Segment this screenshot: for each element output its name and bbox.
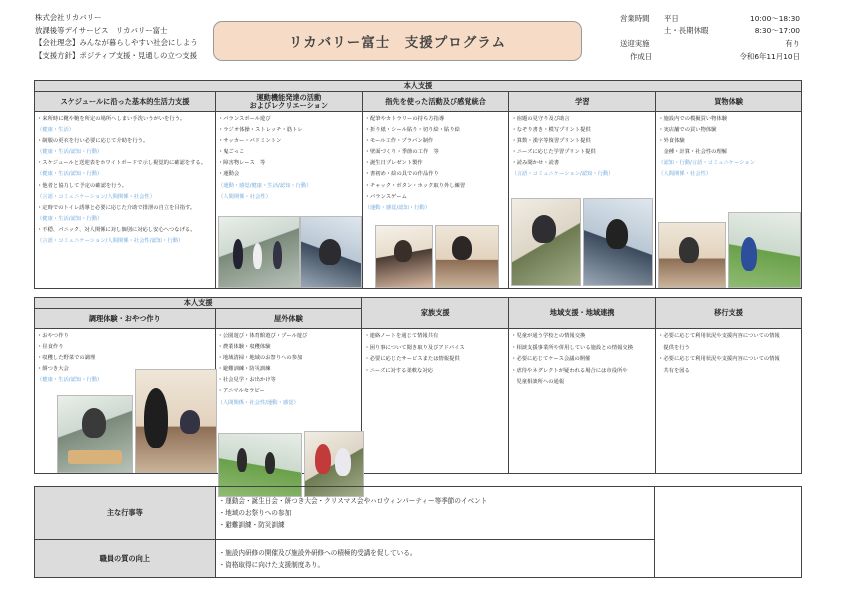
list-item: ・他者と協力して予定の確認を行う。	[37, 182, 128, 189]
list-item: 金種・計算・社会性の理解	[658, 149, 728, 156]
photo-craft-1	[375, 225, 433, 288]
section2-table	[34, 297, 802, 474]
photo-shopping-1	[658, 222, 726, 288]
events-item: ・避難訓練・防災訓練	[218, 521, 285, 529]
col-title-cooking: 調理体験・おやつ作り	[35, 309, 216, 329]
cell-motor	[215, 112, 362, 289]
list-item: ・相談支援事業所や併用している施設との情報交換	[511, 344, 633, 351]
events-label: 主な行事等	[35, 487, 216, 540]
list-item: ・避難訓練・防災訓練	[217, 366, 271, 373]
list-item: ・チャック・ボタン・ホック取り外し練習	[364, 182, 466, 189]
transport-label: 送迎実施	[620, 39, 650, 48]
list-item: ・折り紙・シール貼り・切り絵・貼り絵	[364, 127, 460, 134]
list-item: ・連絡ノートを通じて情報共有	[364, 333, 439, 339]
list-item-tag: （人間関係・社会性/運動・感覚）	[217, 399, 299, 406]
section1-table	[34, 80, 802, 289]
col-title-community: 地域支援・地域連携	[509, 298, 656, 329]
list-item: ・宿題の見守り及び助言	[511, 116, 570, 122]
staff-item: ・施設内研修の開催及び施設外研修への積極的受講を促している。	[218, 548, 417, 557]
holiday-label: 土・長期休暇	[664, 26, 709, 35]
cell-family	[362, 329, 509, 474]
list-item: ・ニーズに応じた学習プリント提供	[511, 149, 596, 156]
list-item: ・餅つき大会	[37, 366, 69, 373]
list-item: ・アニマルセラピー	[217, 388, 265, 395]
list-item: ・モール工作・プラバン制作	[364, 138, 434, 145]
list-item: ・ニーズに対する柔軟な対応	[364, 367, 433, 374]
list-item: ・スケジュールと送迎表をホワイトボードで示し視覚的に確認をする。	[37, 160, 207, 167]
staff-item: ・資格取得に向けた支援制度あり。	[218, 560, 325, 569]
photo-cooking-2	[135, 369, 217, 473]
list-item: ・施設内での模擬買い物体験	[658, 116, 728, 122]
col-title-fingertip: 指先を使った活動及び感覚統合	[362, 92, 509, 112]
col-title-transition: 移行支援	[656, 298, 802, 329]
photo-shopping-2	[728, 212, 801, 288]
list-transition	[656, 329, 801, 377]
title-box	[213, 21, 582, 61]
company-philosophy: 【会社理念】みんなが暮らしやすい社会にしよう	[35, 38, 198, 47]
list-item: ・壁面づくり・季節の工作 等	[364, 149, 439, 156]
photo-exercise-1	[218, 216, 300, 288]
header-right	[620, 13, 802, 67]
list-item: ・制服の更衣を行い必要に応じて介助を行う。	[37, 138, 149, 145]
list-item: ・鬼ごっこ	[217, 149, 245, 156]
list-item-tag: （健康・生活/認知・行動）	[37, 171, 103, 178]
col-title-basic-life: スケジュールに沿った基本的生活力支援	[35, 92, 216, 112]
photo-study-1	[511, 198, 581, 286]
list-item-tag: （運動・感覚/健康・生活/認知・行動）	[217, 182, 312, 189]
photo-craft-2	[435, 225, 499, 288]
list-item: ・収穫した野菜での調理	[37, 355, 96, 362]
list-item: ・定時でのトイレ誘導と必要に応じた介助で排泄の自立を目指す。	[37, 204, 196, 211]
list-item: ・昼食作り	[37, 344, 64, 351]
list-item-tag: （認知・行動/言語・コミュニケーション	[658, 160, 756, 167]
cell-community	[509, 329, 656, 474]
list-item-tag: （健康・生活）	[37, 127, 75, 134]
col-title-outdoor: 屋外体験	[215, 309, 362, 329]
bottom-right-blank	[655, 487, 802, 578]
header-left	[35, 12, 198, 62]
list-item: ・社会見学・お出かけ等	[217, 377, 276, 384]
list-item-tag: （健康・生活/認知・行動）	[37, 215, 103, 222]
created-date: 令和6年11月10日	[739, 52, 800, 61]
cell-transition	[656, 329, 802, 474]
list-item: ・外食体験	[658, 138, 685, 145]
list-item: ・必要に応じて利用状況や支援内容についての情報	[658, 333, 780, 339]
list-study	[509, 112, 655, 181]
company-name: 株式会社リカバリー	[35, 13, 102, 22]
list-item: ・農業体験・収穫体験	[217, 344, 271, 351]
list-item-tag: （健康・生活/認知・行動）	[37, 377, 103, 384]
list-item: 提供を行う	[658, 344, 690, 351]
list-item: ・必要に応じたサービスまたは情報提供	[364, 356, 460, 362]
events-cell	[215, 487, 655, 540]
photo-exercise-2	[300, 216, 362, 288]
list-item: ・地域清掃・地域のお祭りへの参加	[217, 355, 303, 362]
photo-study-2	[583, 198, 653, 286]
list-item: ・バランスゲーム	[364, 193, 407, 200]
list-item-tag: （言語・コミュニケーション/人間関係・社会性）	[37, 193, 155, 200]
list-motor	[216, 112, 362, 203]
list-family	[362, 329, 508, 377]
bottom-table	[34, 486, 802, 578]
weekday-time: 10:00～18:30	[750, 14, 800, 23]
list-item-tag: （言語・コミュニケーション/人間関係・社会性/認知・行動）	[37, 238, 184, 245]
list-item: 児童相談所への通報	[511, 379, 565, 385]
section1-group-title: 本人支援	[35, 81, 802, 92]
col-title-motor: 運動機能発達の活動 およびレクリエーション	[215, 92, 362, 112]
list-item: ・配筆やカトラリーの持ち方指導	[364, 116, 445, 122]
col-title-shopping: 買物体験	[656, 92, 802, 112]
list-item: ・読み聞かせ・読書	[511, 160, 560, 167]
support-policy: 【支援方針】ポジティブ支援・見通しの立つ支援	[35, 50, 198, 60]
photo-cooking-1	[57, 395, 133, 473]
list-item: ・運動会	[217, 171, 240, 178]
cell-basic-life	[35, 112, 216, 289]
cell-shopping	[656, 112, 802, 289]
hours-label: 営業時間	[620, 14, 650, 23]
list-item: ・障害物レース 等	[217, 160, 266, 167]
page-title: リカバリー富士 支援プログラム	[288, 35, 507, 51]
list-item: ・必要に応じてケース会議の開催	[511, 356, 591, 362]
cell-cooking	[35, 329, 216, 474]
list-item: ・虐待やネグレクトが疑われる場合には市役所や	[511, 367, 628, 374]
list-item-tag: （健康・生活/認知・行動）	[37, 149, 103, 156]
list-item-tag: （人間関係・社会性）	[217, 193, 271, 200]
list-item: ・児童が通う学校との情報交換	[511, 333, 586, 339]
list-item: ・おやつ作り	[37, 333, 69, 339]
cell-outdoor	[215, 329, 362, 474]
staff-label: 職員の質の向上	[35, 540, 216, 578]
facility-name: 放課後等デイサービス リカバリー富士	[35, 25, 168, 35]
list-fingertip	[363, 112, 509, 214]
list-community	[509, 329, 655, 389]
list-item: ・困り事について聞き取り及びアドバイス	[364, 344, 465, 351]
col-title-family: 家族支援	[362, 298, 509, 329]
weekday-label: 平日	[664, 14, 679, 23]
list-basic-life	[35, 112, 215, 247]
list-item: ・書初め・絵の具での作品作り	[364, 171, 439, 178]
created-label: 作成日	[630, 52, 653, 61]
list-item-tag: （言語・コミュニケーション/認知・行動）	[511, 171, 614, 178]
cell-study	[509, 112, 656, 289]
staff-cell	[215, 540, 655, 578]
list-item: ・ラジオ体操・ストレッチ・筋トレ	[217, 127, 303, 134]
list-item: 共有を図る	[658, 367, 690, 374]
list-item: ・必要に応じて利用状況や支援内容についての情報	[658, 356, 780, 362]
list-item: ・なぞり書き・模写プリント提供	[511, 127, 591, 134]
cell-fingertip	[362, 112, 509, 289]
list-item: ・サッカー・バドミントン	[217, 138, 282, 145]
list-item: ・誕生日プレゼント製作	[364, 160, 423, 167]
list-item-tag: （人間関係・社会性）	[658, 171, 712, 178]
section2-group-title: 本人支援	[35, 298, 362, 309]
list-item: ・バランスボール遊び	[217, 116, 271, 122]
list-item: ・算数・漢字等復習プリント提供	[511, 138, 591, 145]
list-item: ・不穏、パニック、対人関係に対し個別に対応し安心へつなげる。	[37, 226, 196, 233]
list-shopping	[656, 112, 801, 181]
list-item: ・実店舗での買い物体験	[658, 127, 717, 134]
list-item-tag: （運動・感覚/認知・行動）	[364, 204, 431, 211]
holiday-time: 8:30～17:00	[754, 26, 800, 35]
list-item: ・公園遊び・体育館遊び・プール遊び	[217, 333, 308, 339]
events-item: ・運動会・誕生日会・餅つき大会・クリスマス会やハロウィンパーティー等季節のイベント	[218, 497, 488, 505]
transport-value: 有り	[785, 39, 800, 48]
col-title-study: 学習	[509, 92, 656, 112]
list-item: ・来所時に靴や鞄を所定の場所へしまい手洗いうがいを行う。	[37, 116, 186, 122]
events-item: ・地域のお祭りへの参加	[218, 509, 292, 517]
list-outdoor	[216, 329, 362, 409]
